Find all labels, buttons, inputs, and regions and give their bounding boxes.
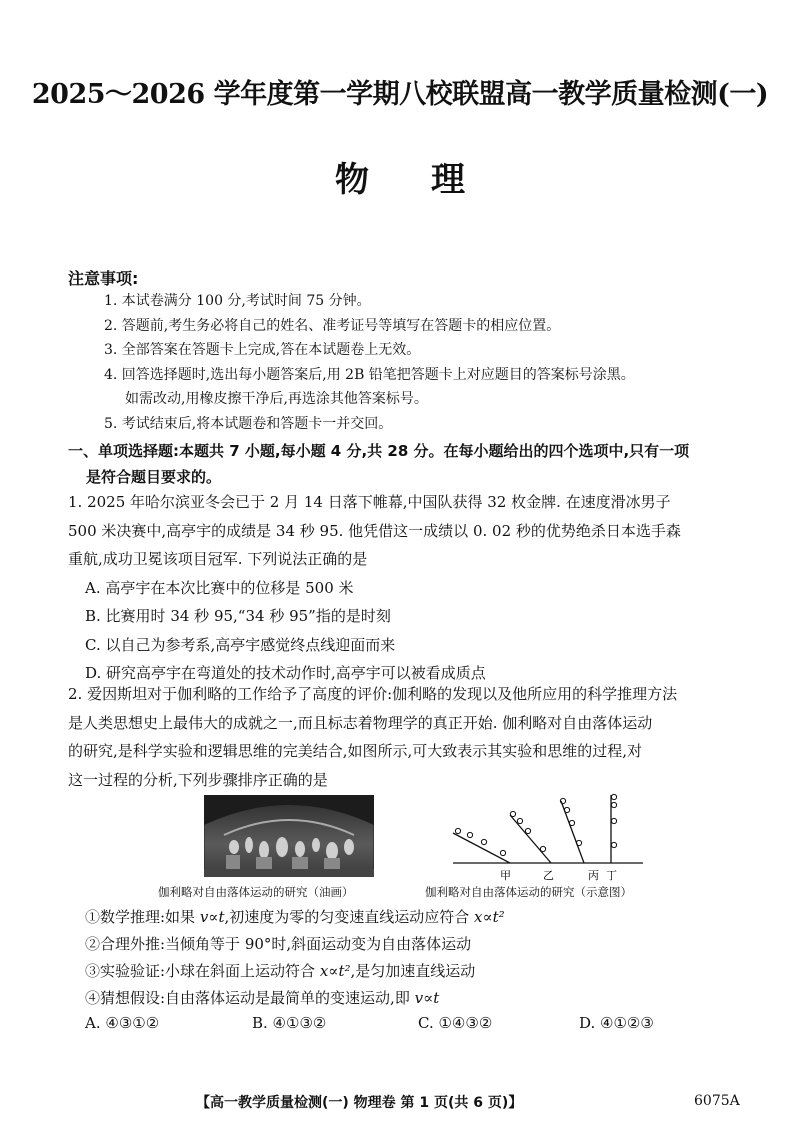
step-1-text: ①数学推理:如果 [85,908,200,926]
notice-heading: 注意事项: [68,269,139,288]
question-2-stem: 2. 爱因斯坦对于伽利略的工作给予了高度的评价:伽利略的发现以及他所应用的科学推理方法 [68,685,678,703]
question-2-choice-a: A. ④③①② [85,1014,160,1032]
question-1-stem: 1. 2025 年哈尔滨亚冬会已于 2 月 14 日落下帷幕,中国队获得 32 枚金牌. 在速度滑冰男子 [68,493,671,511]
step-4-formula: v∝t [414,989,440,1007]
notice-item: 5. 考试结束后,将本试题卷和答题卡一并交回。 [104,415,393,432]
notice-item: 1. 本试卷满分 100 分,考试时间 75 分钟。 [104,293,371,309]
incline-label-bing: 丙 [588,869,599,882]
figure-right-caption: 伽利略对自由落体运动的研究（示意图） [425,885,632,899]
section-heading-line: 是符合题目要求的。 [86,468,222,486]
step-3-text: ③实验验证:小球在斜面上运动符合 [85,962,320,980]
question-1-option-b: B. 比赛用时 34 秒 95,“34 秒 95”指的是时刻 [85,607,391,625]
question-2-steps [85,904,745,1012]
question-1-option-a: A. 高亭宇在本次比赛中的位移是 500 米 [85,578,354,597]
notice-list [104,289,764,436]
notice-item: 3. 全部答案在答题卡上完成,答在本试题卷上无效。 [104,342,421,358]
step-3 [85,958,745,985]
question-1-stem: 重航,成功卫冕该项目冠军. 下列说法正确的是 [68,550,368,568]
question-1-option-d: D. 研究高亭宇在弯道处的技术动作时,高亭宇可以被看成质点 [85,664,486,682]
oil-painting-image [204,795,374,877]
figure-left-caption: 伽利略对自由落体运动的研究（油画） [158,885,354,899]
step-4 [85,985,745,1012]
paper-code: 6075A [694,1093,740,1109]
incline-label-yi: 乙 [543,869,554,882]
notice-item: 2. 答题前,考生务必将自己的姓名、准考证号等填写在答题卡的相应位置。 [104,317,561,334]
step-1-text-mid: ,初速度为零的匀变速直线运动应符合 [224,908,475,926]
notice-item-continued: 如需改动,用橡皮擦干净后,再选涂其他答案标号。 [125,391,428,407]
step-1 [85,904,745,931]
question-2-stem: 这一过程的分析,下列步骤排序正确的是 [68,770,328,789]
question-2-stem: 的研究,是科学实验和逻辑思维的完美结合,如图所示,可大致表示其实验和思维的过程,对 [68,742,643,760]
question-2-choice-c: C. ①④③② [418,1014,493,1032]
step-1-formula-a: v∝t [199,908,225,926]
question-2-choice-d: D. ④①②③ [579,1014,654,1032]
incline-schematic-diagram [448,793,648,883]
step-4-text: ④猜想假设:自由落体运动是最简单的变速运动,即 [85,989,415,1007]
question-1-option-c: C. 以自己为参考系,高亭宇感觉终点线迎面而来 [85,635,396,654]
step-2: ②合理外推:当倾角等于 90°时,斜面运动变为自由落体运动 [85,935,472,953]
section-heading [68,438,748,490]
question-2-choice-b: B. ④①③② [252,1014,327,1032]
question-1 [68,488,758,688]
step-3-formula: x∝t² [319,962,351,980]
question-2-stem: 是人类思想史上最伟大的成就之一,而且标志着物理学的真正开始. 伽利略对自由落体运动 [68,713,653,732]
incline-label-ding: 丁 [606,869,617,882]
question-1-stem: 500 米决赛中,高亭宇的成绩是 34 秒 95. 他凭借这一成绩以 0. 02 秒的优势绝杀日本选手森 [68,521,681,540]
notice-item: 4. 回答选择题时,选出每小题答案后,用 2B 铅笔把答题卡上对应题目的答案标号涂黑。 [104,366,635,383]
question-2 [68,680,758,794]
section-heading-line: 一、单项选择题:本题共 7 小题,每小题 4 分,共 28 分。在每小题给出的四个选项中,只有一项 [68,442,690,460]
exam-title: 2025～2026 学年度第一学期八校联盟高一教学质量检测(一) [31,79,769,110]
page-footer: 【高一教学质量检测(一) 物理卷 第 1 页(共 6 页)】 [196,1095,523,1111]
subject-title: 物理 [335,160,527,200]
question-2-choices [85,1014,745,1042]
step-3-text-end: ,是匀加速直线运动 [350,962,476,980]
incline-label-jia: 甲 [500,869,511,882]
step-1-formula-b: x∝t² [474,908,505,926]
